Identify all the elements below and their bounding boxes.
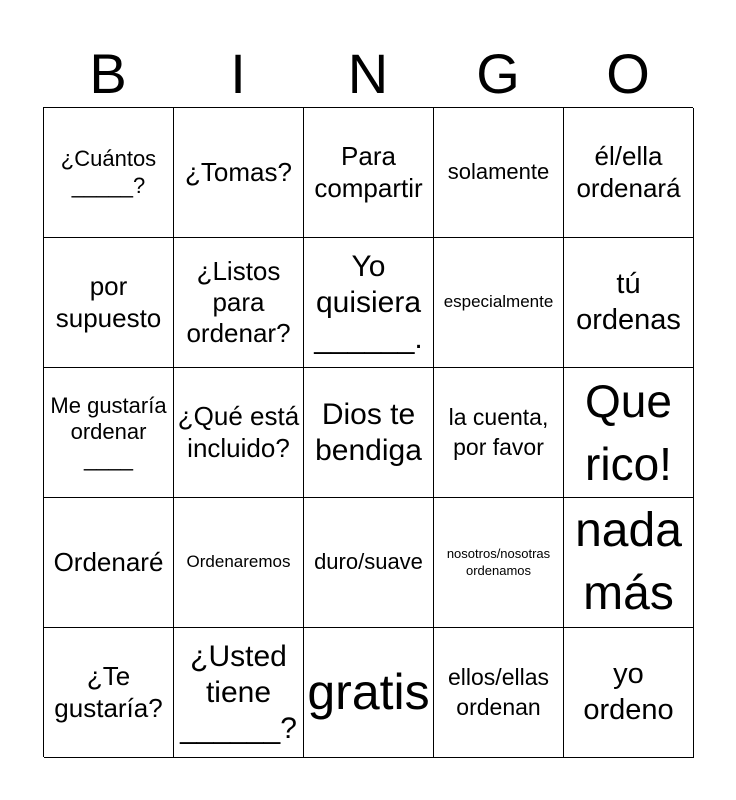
header-letter-b: B	[89, 42, 127, 105]
bingo-cell	[434, 628, 564, 758]
bingo-cell	[174, 238, 304, 368]
bingo-cell	[434, 498, 564, 628]
bingo-cell	[304, 498, 434, 628]
bingo-cell	[434, 238, 564, 368]
bingo-cell	[44, 108, 174, 238]
cell-text: ¿Listos para ordenar?	[186, 255, 291, 349]
header-letter-i: I	[230, 42, 246, 105]
header-letter-g: G	[476, 42, 520, 105]
bingo-cell	[304, 238, 434, 368]
bingo-cell	[434, 368, 564, 498]
cell-text: ellos/ellas ordenan	[448, 663, 549, 720]
bingo-cell	[174, 628, 304, 758]
cell-text: especialmente	[443, 292, 554, 312]
cell-text: tú ordenas	[576, 268, 681, 336]
bingo-cell	[174, 108, 304, 238]
cell-text: gratis	[307, 664, 430, 721]
cell-text: la cuenta, por favor	[448, 403, 549, 460]
cell-text: solamente	[447, 159, 550, 185]
bingo-cell	[564, 498, 694, 628]
cell-text: él/ella ordenará	[576, 141, 681, 203]
bingo-cell	[564, 108, 694, 238]
bingo-cell	[174, 498, 304, 628]
bingo-cell	[434, 108, 564, 238]
bingo-cell	[304, 108, 434, 238]
cell-text: ¿Qué está incluido?	[177, 401, 300, 463]
header-letter-o: O	[606, 42, 650, 105]
bingo-header	[43, 40, 693, 108]
cell-text: Me gustaría ordenar ____	[50, 392, 167, 471]
bingo-cell	[44, 498, 174, 628]
bingo-cell	[564, 238, 694, 368]
cell-text: nada más	[575, 504, 682, 620]
cell-text: Ordenaremos	[186, 552, 291, 572]
bingo-cell	[44, 238, 174, 368]
cell-text: ¿Te gustaría?	[54, 661, 163, 723]
bingo-cell	[44, 368, 174, 498]
bingo-cell	[304, 628, 434, 758]
cell-text: ¿Tomas?	[185, 156, 292, 187]
bingo-cell	[44, 628, 174, 758]
cell-text: Para compartir	[314, 141, 423, 203]
cell-text: duro/suave	[314, 549, 423, 575]
cell-text: yo ordeno	[583, 658, 674, 726]
cell-text: por supuesto	[55, 271, 162, 333]
cell-text: ¿Usted tiene ______?	[180, 639, 297, 745]
cell-text: Que rico!	[585, 375, 672, 490]
cell-text: Ordenaré	[53, 546, 164, 577]
cell-text: Yo quisiera ______.	[314, 249, 423, 355]
bingo-cell	[304, 368, 434, 498]
cell-text: Dios te bendiga	[315, 397, 422, 467]
bingo-cell	[564, 628, 694, 758]
bingo-board	[43, 107, 693, 757]
header-letter-n: N	[347, 42, 389, 105]
cell-text: ¿Cuántos _____?	[60, 146, 157, 198]
bingo-cell	[564, 368, 694, 498]
cell-text: nosotros/nosotras ordenamos	[446, 546, 551, 578]
bingo-cell	[174, 368, 304, 498]
